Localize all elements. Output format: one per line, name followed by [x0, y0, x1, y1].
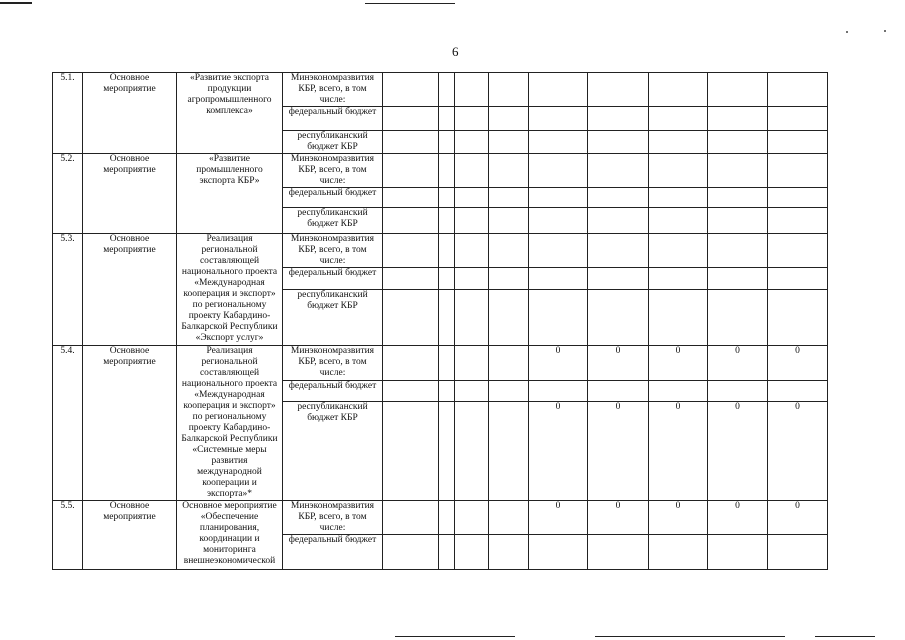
- funding-source: Минэкономразвития КБР, всего, в том числе:: [283, 234, 383, 268]
- funding-source: федеральный бюджет: [283, 381, 383, 402]
- value-cell: [649, 381, 708, 402]
- value-cell: [439, 188, 455, 208]
- value-cell: 0: [768, 346, 828, 381]
- value-cell: [489, 188, 529, 208]
- table-row: [53, 501, 883, 535]
- value-cell: [383, 346, 439, 381]
- value-cell: [649, 131, 708, 154]
- scan-speck: [884, 30, 886, 32]
- value-cell: [383, 234, 439, 268]
- value-cell: 0: [708, 346, 768, 381]
- value-cell: [768, 234, 828, 268]
- item-name: Реализация региональной составляющей национального проекта «Международная кооперация и экспорт» по региональному проекту Кабардино-Балкарской Республики «Экспорт услуг»: [177, 234, 283, 346]
- value-cell: [383, 107, 439, 131]
- value-cell: 0: [588, 346, 649, 381]
- value-cell: [708, 154, 768, 188]
- item-type: Основное мероприятие: [83, 154, 177, 234]
- value-cell: [439, 107, 455, 131]
- funding-source: Минэкономразвития КБР, всего, в том числе:: [283, 346, 383, 381]
- value-cell: [455, 131, 489, 154]
- bottom-rule: [815, 636, 875, 637]
- value-cell: 0: [529, 346, 588, 381]
- value-cell: [489, 346, 529, 381]
- value-cell: [768, 268, 828, 290]
- value-cell: [768, 381, 828, 402]
- value-cell: [455, 290, 489, 346]
- value-cell: [455, 535, 489, 570]
- value-cell: [649, 154, 708, 188]
- value-cell: [439, 401, 455, 500]
- value-cell: [708, 381, 768, 402]
- value-cell: [768, 73, 828, 107]
- value-cell: [768, 208, 828, 234]
- value-cell: [708, 73, 768, 107]
- value-cell: [383, 268, 439, 290]
- value-cell: [588, 381, 649, 402]
- value-cell: [383, 290, 439, 346]
- funding-source: Минэкономразвития КБР, всего, в том числе:: [283, 73, 383, 107]
- value-cell: [455, 107, 489, 131]
- value-cell: [529, 234, 588, 268]
- value-cell: [529, 535, 588, 570]
- value-cell: [455, 154, 489, 188]
- value-cell: [455, 381, 489, 402]
- value-cell: [768, 107, 828, 131]
- value-cell: [529, 188, 588, 208]
- value-cell: [588, 73, 649, 107]
- value-cell: [489, 290, 529, 346]
- value-cell: [489, 535, 529, 570]
- value-cell: 0: [768, 501, 828, 535]
- value-cell: [439, 268, 455, 290]
- value-cell: [489, 501, 529, 535]
- value-cell: [588, 290, 649, 346]
- value-cell: [708, 208, 768, 234]
- value-cell: [439, 73, 455, 107]
- value-cell: [588, 234, 649, 268]
- value-cell: [529, 73, 588, 107]
- item-number: 5.4.: [53, 346, 83, 501]
- value-cell: [455, 346, 489, 381]
- value-cell: [649, 73, 708, 107]
- value-cell: [455, 268, 489, 290]
- value-cell: [588, 131, 649, 154]
- item-name: «Развитие экспорта продукции агропромышленного комплекса»: [177, 73, 283, 154]
- value-cell: 0: [768, 401, 828, 500]
- value-cell: [383, 401, 439, 500]
- item-name: «Развитие промышленного экспорта КБР»: [177, 154, 283, 234]
- item-number: 5.5.: [53, 501, 83, 570]
- top-left-rule: [0, 2, 32, 4]
- funding-source: Минэкономразвития КБР, всего, в том числе:: [283, 154, 383, 188]
- budget-table: [52, 72, 883, 570]
- value-cell: [439, 290, 455, 346]
- value-cell: [455, 208, 489, 234]
- table-row: [53, 154, 883, 188]
- value-cell: [489, 268, 529, 290]
- value-cell: [383, 154, 439, 188]
- value-cell: [588, 154, 649, 188]
- value-cell: [588, 208, 649, 234]
- funding-source: республиканский бюджет КБР: [283, 208, 383, 234]
- value-cell: [489, 131, 529, 154]
- value-cell: [529, 208, 588, 234]
- value-cell: [649, 107, 708, 131]
- value-cell: [439, 535, 455, 570]
- page-number: 6: [452, 44, 459, 59]
- value-cell: [768, 131, 828, 154]
- value-cell: [455, 401, 489, 500]
- value-cell: [439, 346, 455, 381]
- value-cell: [649, 290, 708, 346]
- value-cell: [489, 73, 529, 107]
- value-cell: [708, 234, 768, 268]
- value-cell: [588, 188, 649, 208]
- funding-source: Минэкономразвития КБР, всего, в том числе:: [283, 501, 383, 535]
- value-cell: [489, 401, 529, 500]
- value-cell: [529, 381, 588, 402]
- value-cell: 0: [708, 501, 768, 535]
- funding-source: федеральный бюджет: [283, 535, 383, 570]
- value-cell: [649, 535, 708, 570]
- value-cell: [489, 208, 529, 234]
- value-cell: [768, 535, 828, 570]
- scan-speck: [846, 31, 848, 33]
- value-cell: [768, 290, 828, 346]
- value-cell: [439, 208, 455, 234]
- value-cell: [439, 234, 455, 268]
- value-cell: [768, 188, 828, 208]
- value-cell: [708, 188, 768, 208]
- value-cell: [708, 535, 768, 570]
- value-cell: [588, 535, 649, 570]
- item-type: Основное мероприятие: [83, 346, 177, 501]
- value-cell: 0: [708, 401, 768, 500]
- value-cell: [383, 131, 439, 154]
- value-cell: [529, 107, 588, 131]
- value-cell: [649, 234, 708, 268]
- bottom-rule: [595, 636, 785, 637]
- item-number: 5.1.: [53, 73, 83, 154]
- value-cell: [489, 234, 529, 268]
- value-cell: [529, 290, 588, 346]
- item-type: Основное мероприятие: [83, 234, 177, 346]
- value-cell: [588, 268, 649, 290]
- value-cell: [489, 107, 529, 131]
- value-cell: [439, 131, 455, 154]
- value-cell: [649, 268, 708, 290]
- table-row: [53, 73, 883, 107]
- item-type: Основное мероприятие: [83, 501, 177, 570]
- value-cell: [708, 131, 768, 154]
- item-name: Реализация региональной составляющей национального проекта «Международная кооперация и экспорт» по региональному проекту Кабардино-Балкарской Республики «Системные меры развития международной кооперации и экспорта»*: [177, 346, 283, 501]
- value-cell: [455, 234, 489, 268]
- top-rule: [365, 3, 455, 4]
- table-row: [53, 346, 883, 381]
- funding-source: федеральный бюджет: [283, 188, 383, 208]
- funding-source: республиканский бюджет КБР: [283, 290, 383, 346]
- value-cell: [383, 381, 439, 402]
- value-cell: [529, 154, 588, 188]
- funding-source: федеральный бюджет: [283, 268, 383, 290]
- item-number: 5.2.: [53, 154, 83, 234]
- value-cell: 0: [649, 401, 708, 500]
- value-cell: 0: [529, 401, 588, 500]
- value-cell: [455, 501, 489, 535]
- value-cell: [649, 208, 708, 234]
- value-cell: [768, 154, 828, 188]
- value-cell: [708, 268, 768, 290]
- value-cell: [383, 501, 439, 535]
- funding-source: республиканский бюджет КБР: [283, 131, 383, 154]
- value-cell: [383, 208, 439, 234]
- value-cell: [455, 73, 489, 107]
- item-name: Основное мероприятие «Обеспечение планирования, координации и мониторинга внешнеэкономической: [177, 501, 283, 570]
- value-cell: [383, 535, 439, 570]
- value-cell: [439, 154, 455, 188]
- value-cell: [383, 73, 439, 107]
- value-cell: 0: [588, 501, 649, 535]
- value-cell: [529, 268, 588, 290]
- value-cell: [439, 501, 455, 535]
- table-row: [53, 234, 883, 268]
- value-cell: [439, 381, 455, 402]
- value-cell: [529, 131, 588, 154]
- value-cell: [708, 290, 768, 346]
- value-cell: [455, 188, 489, 208]
- value-cell: 0: [649, 501, 708, 535]
- value-cell: [588, 107, 649, 131]
- value-cell: 0: [649, 346, 708, 381]
- value-cell: 0: [588, 401, 649, 500]
- item-type: Основное мероприятие: [83, 73, 177, 154]
- funding-source: республиканский бюджет КБР: [283, 401, 383, 500]
- value-cell: [708, 107, 768, 131]
- bottom-rule: [395, 636, 515, 637]
- item-number: 5.3.: [53, 234, 83, 346]
- value-cell: [649, 188, 708, 208]
- value-cell: [383, 188, 439, 208]
- value-cell: [489, 381, 529, 402]
- value-cell: [489, 154, 529, 188]
- funding-source: федеральный бюджет: [283, 107, 383, 131]
- value-cell: 0: [529, 501, 588, 535]
